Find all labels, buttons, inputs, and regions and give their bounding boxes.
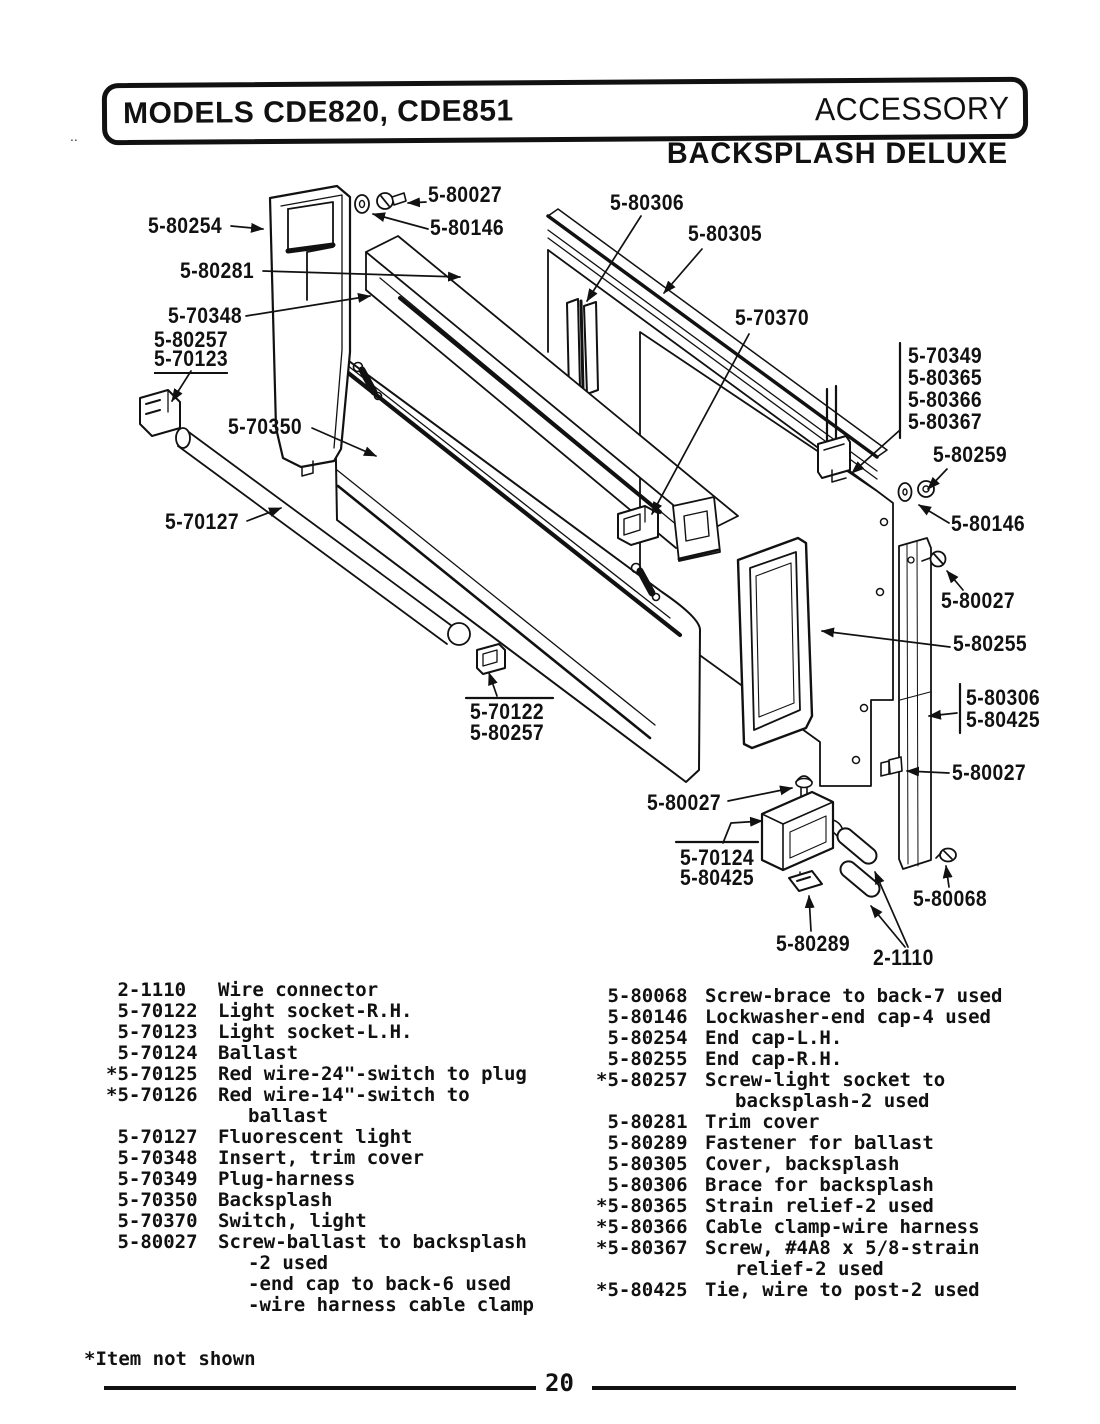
callout-5-70350: 5-70350	[228, 414, 303, 439]
callout-5-80306: 5-80306	[610, 190, 685, 215]
part-description: Lockwasher-end cap-4 used	[705, 1006, 991, 1028]
part-description: Ballast	[218, 1042, 299, 1064]
callout-5-80257: 5-80257	[154, 327, 229, 352]
callout-5-70348: 5-70348	[168, 303, 243, 328]
part-number: 5-80306	[596, 1174, 688, 1196]
parts-row-5-70123	[106, 1022, 586, 1043]
parts-list-left	[106, 980, 586, 1316]
callout-5-70123: 5-70123	[154, 348, 228, 374]
parts-row-5-80068	[596, 986, 1086, 1007]
part-number: 5-70122	[106, 1000, 198, 1022]
callout-5-70349: 5-70349	[908, 343, 983, 368]
part-number: 5-70127	[106, 1126, 198, 1148]
part-description: Strain relief-2 used	[705, 1195, 934, 1217]
footnote: *Item not shown	[84, 1348, 256, 1370]
callout-5-80425: 5-80425	[680, 865, 755, 890]
part-number: 5-70349	[106, 1168, 198, 1190]
callout-5-70127: 5-70127	[165, 509, 240, 534]
part-number: *5-80365	[596, 1195, 688, 1217]
callout-5-80027: 5-80027	[952, 760, 1027, 785]
callout-5-80259: 5-80259	[933, 442, 1008, 467]
parts-row-5-70127	[106, 1127, 586, 1148]
parts-row-continuation	[596, 1091, 1086, 1112]
light-switch-part	[618, 506, 658, 545]
part-description: Red wire-14"-switch to	[218, 1084, 470, 1106]
part-description: Backsplash	[218, 1189, 333, 1211]
part-description: Fastener for ballast	[705, 1132, 934, 1154]
parts-row-5-70350	[106, 1190, 586, 1211]
part-description: Light socket-R.H.	[218, 1000, 413, 1022]
part-description: Screw-light socket to	[705, 1069, 946, 1091]
callout-5-80027: 5-80027	[428, 182, 503, 207]
part-number: 5-70124	[106, 1042, 198, 1064]
part-description-continued: -end cap to back-6 used	[248, 1273, 512, 1295]
parts-row-5-80254	[596, 1028, 1086, 1049]
part-description: End cap-R.H.	[705, 1048, 843, 1070]
part-description: Brace for backsplash	[705, 1174, 934, 1196]
part-number: *5-80425	[596, 1279, 688, 1301]
part-number: 5-70350	[106, 1189, 198, 1211]
part-description: Cover, backsplash	[705, 1153, 900, 1175]
part-description-continued: -wire harness cable clamp	[248, 1294, 534, 1316]
callout-5-80305: 5-80305	[688, 221, 763, 246]
part-number: *5-80367	[596, 1237, 688, 1259]
callout-5-70370: 5-70370	[735, 305, 810, 330]
parts-row-2-1110	[106, 980, 586, 1001]
part-number: *5-70126	[106, 1084, 198, 1106]
parts-row-5-80255	[596, 1049, 1086, 1070]
part-description: Fluorescent light	[218, 1126, 413, 1148]
callout-5-80281: 5-80281	[180, 258, 255, 283]
footer-rule-right	[592, 1386, 1016, 1390]
part-description: Screw-ballast to backsplash	[218, 1231, 527, 1253]
part-description: Switch, light	[218, 1210, 367, 1232]
parts-row-continuation	[106, 1295, 586, 1316]
part-number: *5-70125	[106, 1063, 198, 1085]
parts-row-continuation	[106, 1274, 586, 1295]
part-number: 5-80027	[106, 1231, 198, 1253]
callout-5-80289: 5-80289	[776, 931, 851, 956]
part-description: Red wire-24"-switch to plug	[218, 1063, 527, 1085]
parts-row-5-80146	[596, 1007, 1086, 1028]
callout-5-80365: 5-80365	[908, 365, 983, 390]
page-title-section: ACCESSORY	[814, 89, 1010, 127]
part-description-continued: relief-2 used	[735, 1258, 884, 1280]
callout-5-70122: 5-70122	[470, 699, 545, 724]
page-subtitle: BACKSPLASH DELUXE	[666, 137, 1008, 170]
callout-5-80255: 5-80255	[953, 631, 1028, 656]
parts-row-5-80366	[596, 1217, 1086, 1238]
parts-row-5-80367	[596, 1238, 1086, 1259]
part-description: Cable clamp-wire harness	[705, 1216, 980, 1238]
page-number: 20	[545, 1369, 574, 1397]
parts-row-5-80257	[596, 1070, 1086, 1091]
callout-5-80254: 5-80254	[148, 213, 223, 238]
part-number: 5-80254	[596, 1027, 688, 1049]
part-description: Plug-harness	[218, 1168, 356, 1190]
callout-5-80367: 5-80367	[908, 409, 983, 434]
callout-5-80366: 5-80366	[908, 387, 983, 412]
part-description-continued: backsplash-2 used	[735, 1090, 930, 1112]
part-number: 5-70370	[106, 1210, 198, 1232]
parts-row-5-70124	[106, 1043, 586, 1064]
scan-artifact: ..	[70, 128, 78, 144]
part-description: Insert, trim cover	[218, 1147, 424, 1169]
parts-row-5-80306	[596, 1175, 1086, 1196]
page-title-models: MODELS CDE820, CDE851	[122, 94, 514, 131]
part-description: Screw-brace to back-7 used	[705, 985, 1003, 1007]
callout-5-80257: 5-80257	[470, 720, 545, 745]
part-description: Screw, #4A8 x 5/8-strain	[705, 1237, 980, 1259]
part-description: Trim cover	[705, 1111, 820, 1133]
parts-row-5-70348	[106, 1148, 586, 1169]
parts-row-5-80289	[596, 1133, 1086, 1154]
parts-row-5-80027	[106, 1232, 586, 1253]
callout-5-80425: 5-80425	[966, 707, 1041, 732]
part-description: Wire connector	[218, 979, 379, 1001]
part-number: 5-80305	[596, 1153, 688, 1175]
callout-5-80027: 5-80027	[647, 790, 722, 815]
parts-row-5-70122	[106, 1001, 586, 1022]
parts-row-5-80305	[596, 1154, 1086, 1175]
end-cap-rh-part	[738, 538, 812, 748]
part-number: *5-80257	[596, 1069, 688, 1091]
part-number: 2-1110	[106, 979, 187, 1001]
callout-5-80027: 5-80027	[941, 588, 1016, 613]
part-number: 5-80068	[596, 985, 688, 1007]
parts-row-continuation	[596, 1259, 1086, 1280]
parts-row-5-70126	[106, 1085, 586, 1106]
part-description: Light socket-L.H.	[218, 1021, 413, 1043]
parts-row-5-80425	[596, 1280, 1086, 1301]
callout-5-80146: 5-80146	[951, 511, 1026, 536]
part-number: 5-80146	[596, 1006, 688, 1028]
parts-row-continuation	[106, 1253, 586, 1274]
parts-row-5-70349	[106, 1169, 586, 1190]
part-number: 5-70123	[106, 1021, 198, 1043]
parts-row-5-70125	[106, 1064, 586, 1085]
part-number: 5-70348	[106, 1147, 198, 1169]
part-number: 5-80289	[596, 1132, 688, 1154]
brace-right-part	[899, 538, 931, 869]
callout-5-80068: 5-80068	[913, 886, 988, 911]
parts-list-right	[596, 986, 1086, 1301]
ballast-cluster-parts	[762, 776, 883, 900]
parts-row-5-70370	[106, 1211, 586, 1232]
callout-5-80306: 5-80306	[966, 685, 1041, 710]
parts-row-5-80281	[596, 1112, 1086, 1133]
callout-2-1110: 2-1110	[873, 945, 934, 970]
part-number: *5-80366	[596, 1216, 688, 1238]
part-description: End cap-L.H.	[705, 1027, 843, 1049]
part-number: 5-80281	[596, 1111, 688, 1133]
parts-row-5-80365	[596, 1196, 1086, 1217]
parts-row-continuation	[106, 1106, 586, 1127]
callout-5-80146: 5-80146	[430, 215, 505, 240]
footer-rule-left	[104, 1386, 536, 1390]
part-description-continued: -2 used	[248, 1252, 329, 1274]
part-description-continued: ballast	[248, 1105, 329, 1127]
callout-5-70124: 5-70124	[680, 845, 755, 870]
part-description: Tie, wire to post-2 used	[705, 1279, 980, 1301]
part-number: 5-80255	[596, 1048, 688, 1070]
